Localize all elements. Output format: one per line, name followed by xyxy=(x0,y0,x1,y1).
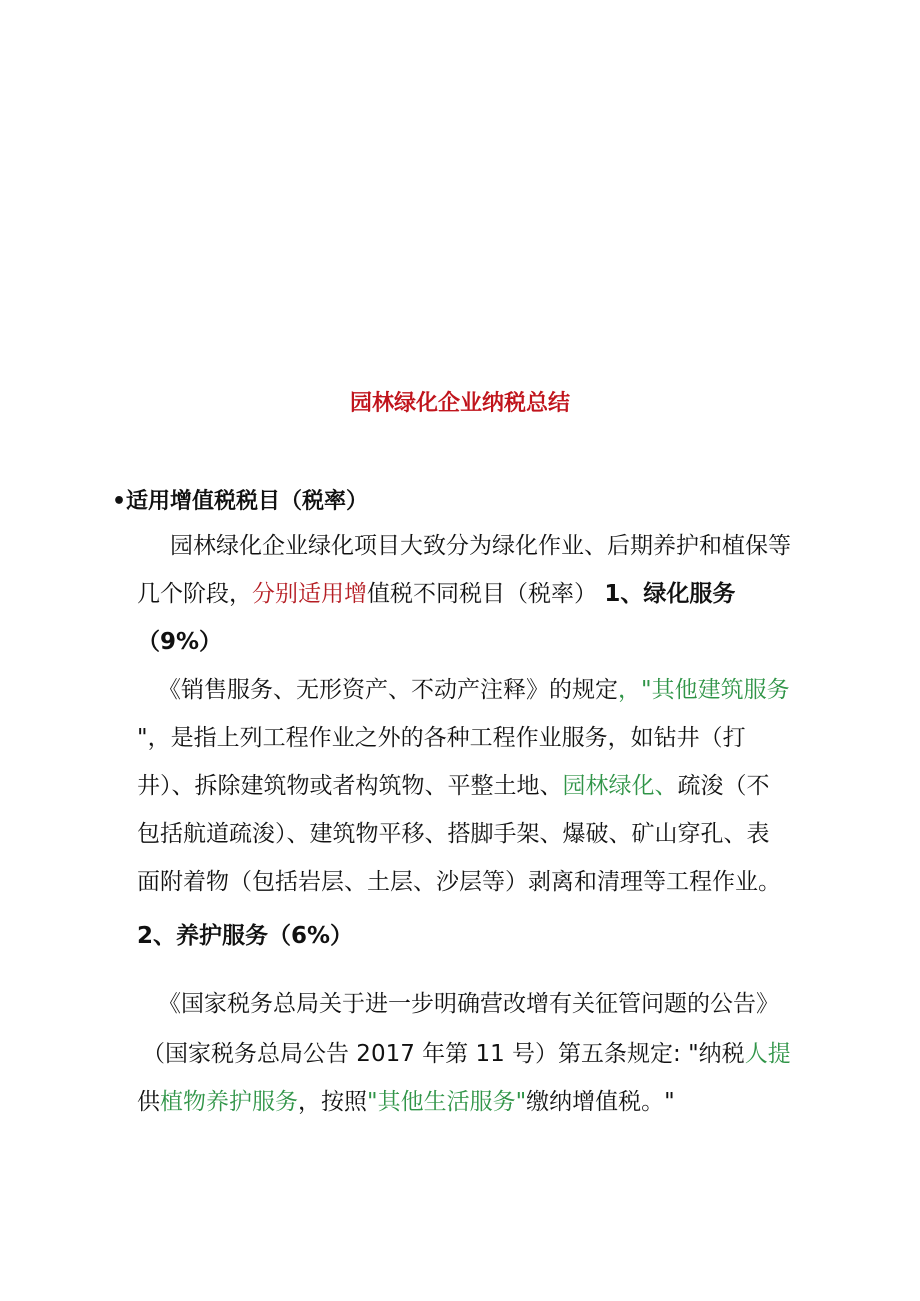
p3-text: 供 xyxy=(137,1089,160,1115)
p2-text: 井）、拆除建筑物或者构筑物、平整土地、 xyxy=(137,773,563,799)
p3-text: ，按照 xyxy=(298,1089,367,1115)
p3-line-3 xyxy=(137,1086,797,1118)
p3-text: 缴纳增值税。" xyxy=(526,1089,675,1115)
p2-text: "，是指上列工程作业之外的各种工程作业服务，如钻井（打 xyxy=(137,725,746,751)
p2-line-2 xyxy=(137,722,797,754)
p2-line-3 xyxy=(137,770,797,802)
p1-line-2 xyxy=(137,578,797,610)
p3-line-1 xyxy=(158,988,818,1020)
p2-line-5 xyxy=(137,866,797,898)
p2-text: 包括航道疏浚）、建筑物平移、搭脚手架、爆破、矿山穿孔、表 xyxy=(137,821,770,847)
item-1-rate: （9%） xyxy=(137,629,223,655)
highlight-green-text: 园林绿化、 xyxy=(562,773,678,799)
highlight-red-text: 分别适用增 xyxy=(252,581,367,607)
p1-text: 几个阶段， xyxy=(137,581,252,607)
p3-text: （国家税务总局公告 2017 年第 11 号）第五条规定: "纳税 xyxy=(142,1041,745,1067)
highlight-green-text: 植物养护服务 xyxy=(160,1089,298,1115)
item-2-heading: 2、养护服务（6%） xyxy=(137,923,354,949)
p3-text: 《国家税务总局关于进一步明确营改增有关征管问题的公告》 xyxy=(158,991,779,1017)
p2-text: 面附着物（包括岩层、土层、沙层等）剥离和清理等工程作业。 xyxy=(137,869,781,895)
item-1-heading: 1、绿化服务 xyxy=(604,581,736,607)
p1-text: 园林绿化企业绿化项目大致分为绿化作业、后期养护和植保等 xyxy=(170,533,791,559)
p1-line-3 xyxy=(137,626,797,658)
document-title: 园林绿化企业纳税总结 xyxy=(349,391,570,416)
p2-line-4 xyxy=(137,818,797,850)
p2-line-1 xyxy=(158,674,818,706)
highlight-green-text: 人提 xyxy=(744,1041,791,1067)
p2-text: 疏浚（不 xyxy=(677,773,770,799)
highlight-green-text: ，"其他建筑服务 xyxy=(618,677,790,703)
p1-line-1 xyxy=(170,530,830,562)
section-heading: •适用增值税税目（税率） xyxy=(112,489,369,514)
highlight-green-text: "其他生活服务" xyxy=(367,1089,527,1115)
p1-text: 值税不同税目（税率） xyxy=(367,581,597,607)
p2-text: 《销售服务、无形资产、不动产注释》的规定 xyxy=(158,677,618,703)
p3-line-2 xyxy=(142,1038,802,1070)
